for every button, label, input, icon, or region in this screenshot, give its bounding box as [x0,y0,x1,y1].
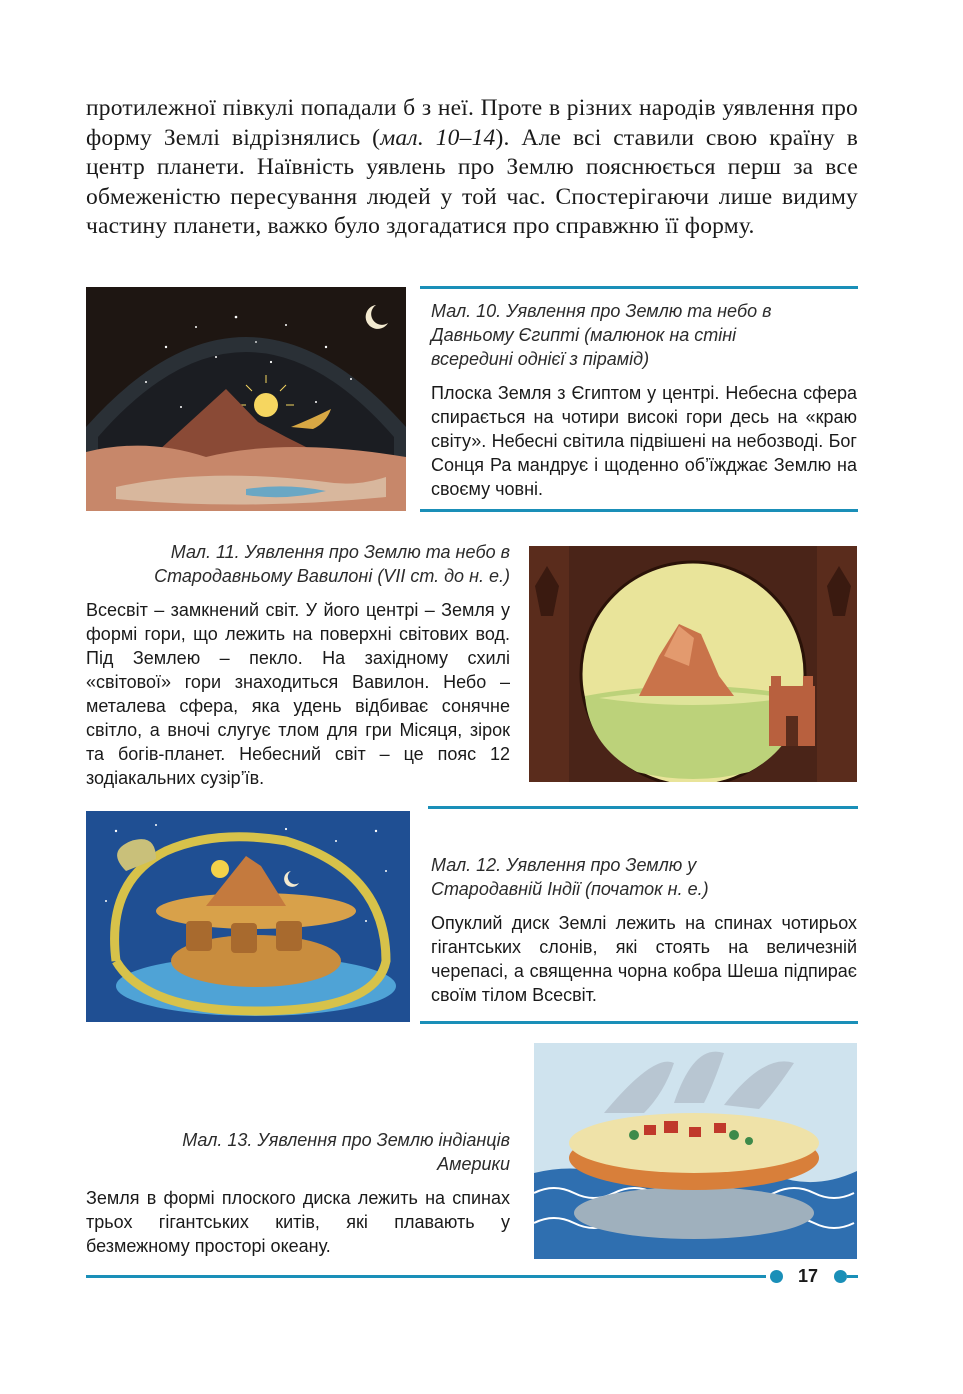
figure-13-description: Земля в формі плоского диска лежить на спинах трьох гігантських китів, які плавають у безмежному просторі океану. [86,1188,510,1256]
figure-10-description: Плоска Земля з Єгиптом у центрі. Небесна сфера спирається на чотири високі гори десь на «краю світу». Небесні світила підвішені на небозводі. Бог Сонця Ра мандрує і щоденно об’їжджає Землю на своєму човні. [431,383,857,499]
page-number: 17 [798,1266,819,1286]
figure-12-description: Опуклий диск Землі лежить на спинах чотирьох гігантських слонів, які стоять на величезній черепасі, а священна чорна кобра Шеша підпирає своїм тілом Всесвіт. [431,913,857,1005]
figure-12-image-india [86,811,410,1022]
figure-12-bottom-rule [420,1021,858,1024]
intro-part-2: ). Але всі ставили свою країну в центр планети. Наївність уявлень про Землю пояснюється перш за все обмеженістю пересування людей у той час. Спостерігаючи лише видиму частину планети, важко було здогадатися про справжню її форму. [86,124,858,239]
figure-10-top-rule [420,286,858,289]
figure-10-image-egypt [86,287,406,511]
figure-reference: мал. 10–14 [380,124,496,151]
figure-12-caption: Мал. 12. Уявлення про Землю у Стародавній Індії (початок н. е.) [431,855,709,899]
footer-dot-left [770,1270,783,1283]
figure-10-bottom-rule [420,509,858,512]
intro-part-1: протилежної півкулі попадали б з неї. Проте в різних народів уявлення про форму Землі відрізнялись ( [86,95,858,151]
figure-12-top-rule [428,806,858,809]
figure-13-image-america [534,1043,857,1259]
intro-paragraph [86,94,858,242]
figure-11-caption: Мал. 11. Уявлення про Землю та небо в Стародавньому Вавилоні (VII ст. до н. е.) [154,542,510,586]
figure-11-description: Всесвіт – замкнений світ. У його центрі – Земля у формі гори, що лежить на поверхні світових вод. Під Землею – пекло. На західному схилі «світової» гори знаходиться Вавилон. Небо – металева сфера, яка удень відбиває сонячне світло, а вночі слугує тлом для гри Місяця, зірок та богів-планет. Небесний світ – це пояс 12 зодіакальних сузір’їв. [86,600,510,788]
figure-10-caption: Мал. 10. Уявлення про Землю та небо в Давньому Єгипті (малюнок на стіні всередині однієї з пірамід) [431,301,772,369]
figure-13-caption: Мал. 13. Уявлення про Землю індіанців Америки [182,1130,510,1174]
figure-11-image-babylon [529,546,857,782]
footer-rule-right [847,1275,858,1278]
footer-rule [86,1275,766,1278]
footer-dot-right [834,1270,847,1283]
